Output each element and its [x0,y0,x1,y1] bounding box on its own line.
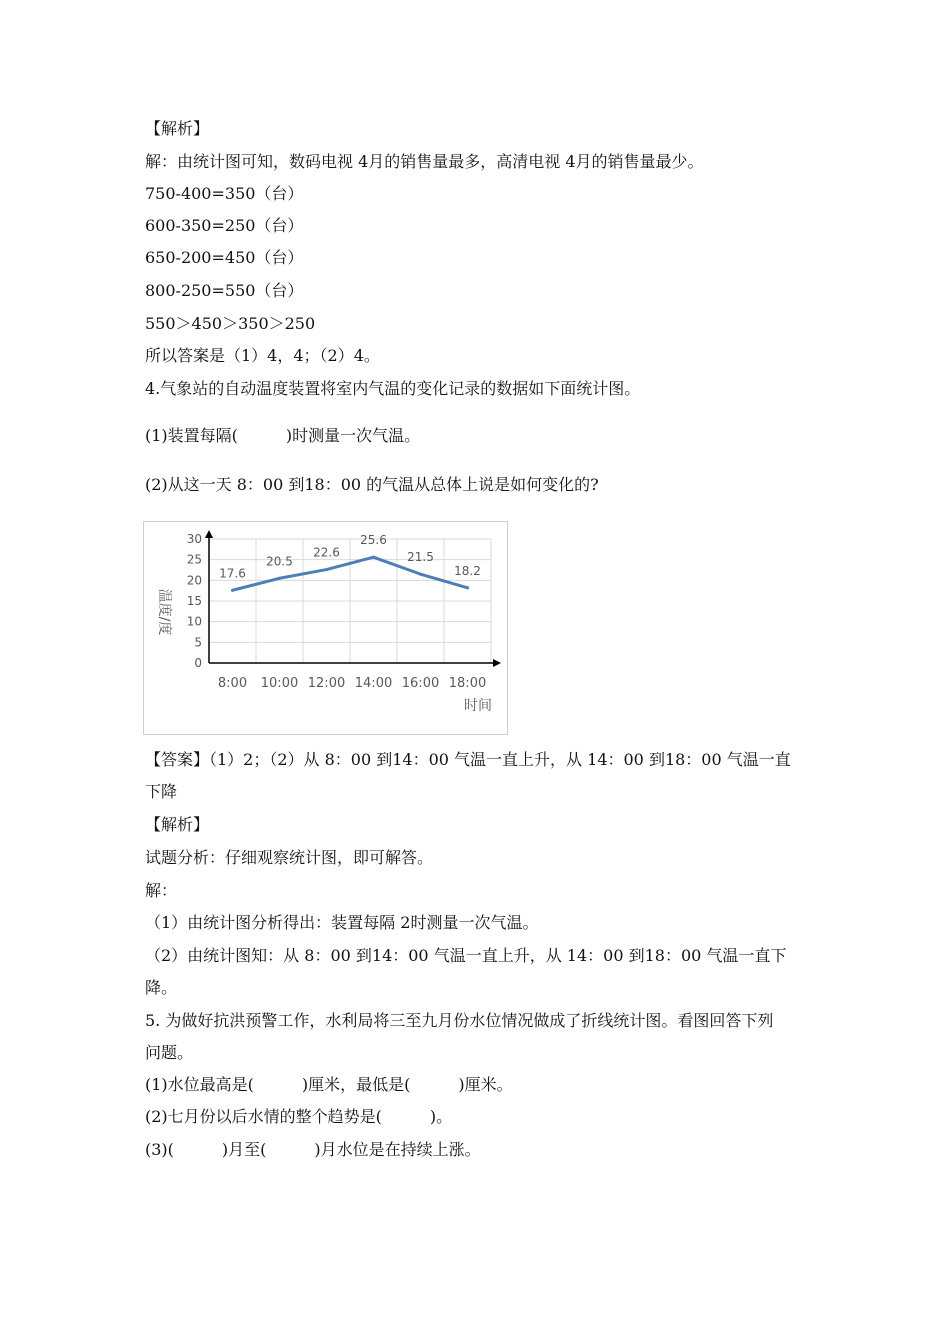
question-5-part-2: (2)七月份以后水情的整个趋势是( )。 [145,1107,453,1126]
y-tick-label: 5 [194,635,202,650]
question-5-title-continued: 问题。 [145,1043,194,1062]
solution-step-1: （1）由统计图分析得出：装置每隔 2时测量一次气温。 [145,913,539,932]
question-4-part-2: (2)从这一天 8：00 到18：00 的气温从总体上说是如何变化的? [145,475,599,494]
solution-label: 解： [145,881,178,900]
x-tick-label: 14:00 [354,676,393,691]
y-tick-label: 15 [186,594,202,608]
question-4-part-1: (1)装置每隔( )时测量一次气温。 [145,426,421,445]
answer-line-continued: 下降 [145,782,178,801]
y-axis-title: 温度/度 [156,588,172,636]
data-label: 20.5 [266,554,293,569]
data-point [466,586,469,589]
analysis-heading: 【解析】 [145,815,210,834]
previous-answer: 所以答案是（1）4，4；（2）4。 [145,346,380,365]
y-axis-arrow-icon [205,530,213,538]
chart-axes [205,530,501,667]
data-point [325,568,328,571]
analysis-heading: 【解析】 [145,119,210,138]
data-label: 25.6 [360,533,387,548]
question-4-title: 4.气象站的自动温度装置将室内气温的变化记录的数据如下面统计图。 [145,379,641,398]
calculation-line: 650-200=450（台） [145,248,304,267]
y-tick-label: 10 [186,614,202,629]
x-tick-label: 18:00 [448,676,487,691]
y-tick-label: 25 [186,552,202,567]
question-5-part-1: (1)水位最高是( )厘米，最低是( )厘米。 [145,1075,513,1094]
data-point [419,573,422,576]
data-label: 22.6 [313,545,340,560]
solution-step-2-continued: 降。 [145,978,178,997]
answer-line: 【答案】（1）2；（2）从 8：00 到14：00 气温一直上升，从 14：00 到18：00 气温一直 [145,750,791,769]
x-axis-title: 时间 [464,698,492,714]
comparison-line: 550＞450＞350＞250 [145,314,316,333]
data-label: 17.6 [219,566,246,581]
temperature-line-chart [144,522,507,734]
calculation-line: 600-350=250（台） [145,216,304,235]
calculation-line: 800-250=550（台） [145,281,304,300]
question-5-part-3: (3)( )月至( )月水位是在持续上涨。 [145,1140,481,1159]
data-point [278,577,281,580]
analysis-text: 试题分析：仔细观察统计图，即可解答。 [145,848,434,867]
data-point [231,589,234,592]
x-tick-label: 8:00 [217,676,248,691]
temperature-chart [143,521,508,735]
x-tick-label: 16:00 [401,676,440,691]
x-tick-label: 12:00 [307,676,346,691]
solution-step-2: （2）由统计图知：从 8：00 到14：00 气温一直上升，从 14：00 到18：00 气温一直下 [145,946,787,965]
y-tick-label: 20 [186,573,202,588]
solution-intro: 解：由统计图可知，数码电视 4月的销售量最多，高清电视 4月的销售量最少。 [145,152,704,171]
data-point [372,556,375,559]
chart-grid [209,539,491,663]
data-label: 18.2 [454,563,481,578]
y-tick-label: 30 [186,532,202,546]
question-5-title: 5. 为做好抗洪预警工作，水利局将三至九月份水位情况做成了折线统计图。看图回答下列 [145,1011,774,1030]
y-tick-label: 0 [194,656,202,670]
x-axis-arrow-icon [493,659,501,667]
x-tick-label: 10:00 [260,676,299,691]
data-label: 21.5 [407,550,434,565]
calculation-line: 750-400=350（台） [145,184,304,203]
